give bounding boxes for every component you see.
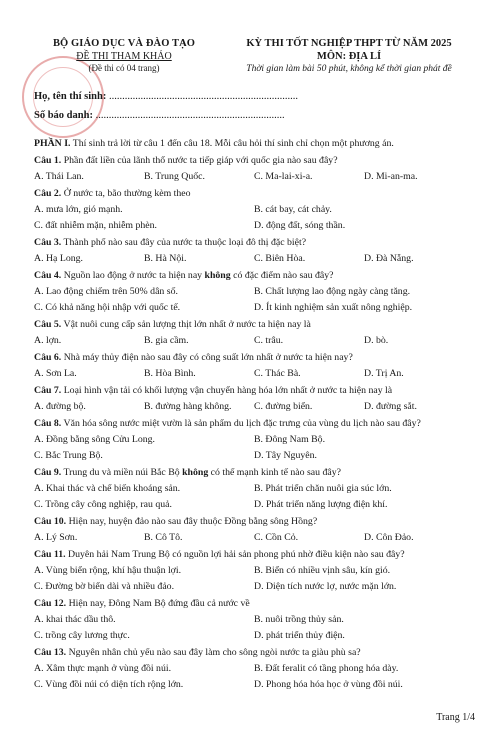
answer-option-c[interactable]: C. trồng cây lương thực. [34, 630, 130, 641]
question-text-emphasis: không [182, 467, 209, 478]
answer-option-a[interactable]: A. đường bộ. [34, 401, 86, 412]
header-right [218, 38, 480, 74]
question-text-end: có thế mạnh kinh tế nào sau đây? [208, 467, 341, 478]
answer-option-a[interactable]: A. Xâm thực mạnh ở vùng đồi núi. [34, 663, 172, 674]
candidate-name-line [34, 91, 298, 102]
answer-option-a[interactable]: A. khai thác dầu thô. [34, 614, 116, 625]
question-number: Câu 7. [34, 385, 62, 396]
question-number: Câu 10. [34, 516, 67, 527]
answer-options [34, 613, 474, 642]
answer-option-c[interactable]: C. Ma-lai-xi-a. [254, 171, 313, 182]
answer-option-d[interactable]: D. Phong hóa hóa học ở vùng đồi núi. [254, 679, 403, 690]
answer-option-b[interactable]: B. Biển có nhiều vịnh sâu, kín gió. [254, 565, 391, 576]
question-8 [34, 417, 474, 462]
question-text-end: có đặc điểm nào sau đây? [230, 270, 334, 281]
question-12 [34, 597, 474, 642]
answer-options [34, 531, 474, 544]
question-stem [34, 466, 474, 479]
answer-options [34, 564, 474, 593]
answer-option-b[interactable]: B. gia cầm. [144, 335, 189, 346]
answer-option-a[interactable]: A. Thái Lan. [34, 171, 84, 182]
answer-option-b[interactable]: B. đường hàng không. [144, 401, 232, 412]
answer-option-d[interactable]: D. phát triển thủy điện. [254, 630, 345, 641]
answer-option-a[interactable]: A. Khai thác và chế biến khoáng sản. [34, 483, 181, 494]
question-number: Câu 11. [34, 549, 66, 560]
question-number: Câu 4. [34, 270, 62, 281]
question-text: Phần đất liền của lãnh thổ nước ta tiếp giáp với quốc gia nào sau đây? [63, 155, 338, 166]
question-stem [34, 548, 474, 561]
part-title: PHẦN I. [34, 138, 71, 149]
question-2 [34, 187, 474, 232]
question-number: Câu 5. [34, 319, 62, 330]
question-stem [34, 417, 474, 430]
question-text-start: Trung du và miền núi Bắc Bộ [63, 467, 183, 478]
answer-option-c[interactable]: C. đường biển. [254, 401, 313, 412]
pages-note: (Đề thi có 04 trang) [88, 63, 160, 73]
answer-option-a[interactable]: A. Đồng bằng sông Cửu Long. [34, 434, 155, 445]
answer-options [34, 203, 474, 232]
question-text: Nguyên nhân chủ yếu nào sau đây làm cho sông ngòi nước ta giàu phù sa? [68, 647, 361, 658]
question-number: Câu 8. [34, 418, 62, 429]
page-number: Trang 1/4 [436, 712, 475, 723]
answer-option-d[interactable]: D. Ít kinh nghiệm sản xuất nông nghiệp. [254, 302, 413, 313]
answer-option-a[interactable]: A. Lý Sơn. [34, 532, 78, 543]
question-text: Loại hình vận tải có khối lượng vận chuyển hàng hóa lớn nhất ở nước ta hiện nay là [63, 385, 393, 396]
answer-option-c[interactable]: C. Biên Hòa. [254, 253, 306, 264]
question-13 [34, 646, 474, 691]
answer-option-c[interactable]: C. trâu. [254, 335, 284, 346]
question-stem [34, 187, 474, 200]
answer-option-d[interactable]: D. Đà Nẵng. [364, 253, 414, 264]
exam-subtitle: ĐỀ THI THAM KHẢO [76, 51, 172, 62]
answer-option-c[interactable]: C. Trồng cây công nghiệp, rau quả. [34, 499, 172, 510]
answer-option-a[interactable]: A. Lao động chiếm trên 50% dân số. [34, 286, 178, 297]
question-text-start: Nguồn lao động ở nước ta hiện nay [63, 270, 205, 281]
answer-option-c[interactable]: C. Có khả năng hội nhập với quốc tế. [34, 302, 181, 313]
question-7 [34, 384, 474, 413]
answer-option-c[interactable]: C. Thác Bà. [254, 368, 301, 379]
answer-option-b[interactable]: B. Phát triển chăn nuôi gia súc lớn. [254, 483, 392, 494]
question-number: Câu 12. [34, 598, 67, 609]
answer-option-d[interactable]: D. bò. [364, 335, 389, 346]
answer-options [34, 482, 474, 511]
question-stem [34, 269, 474, 282]
answer-option-d[interactable]: D. Côn Đảo. [364, 532, 414, 543]
question-text-emphasis: không [204, 270, 231, 281]
question-3 [34, 236, 474, 265]
question-text: Vật nuôi cung cấp sản lượng thịt lớn nhất ở nước ta hiện nay là [63, 319, 311, 330]
questions-section [34, 137, 474, 695]
question-number: Câu 9. [34, 467, 62, 478]
answer-option-b[interactable]: B. nuôi trồng thủy sản. [254, 614, 344, 625]
question-list [34, 154, 474, 691]
answer-option-d[interactable]: D. Phát triển năng lượng điện khí. [254, 499, 388, 510]
answer-options [34, 334, 474, 347]
answer-option-c[interactable]: C. Bắc Trung Bộ. [34, 450, 103, 461]
answer-option-c[interactable]: C. Vùng đồi núi có diện tích rộng lớn. [34, 679, 184, 690]
question-stem [34, 154, 474, 167]
question-stem [34, 351, 474, 364]
candidate-name-label: Họ, tên thí sinh: [34, 91, 107, 102]
answer-option-b[interactable]: B. Đông Nam Bộ. [254, 434, 326, 445]
answer-option-d[interactable]: D. Trị An. [364, 368, 404, 379]
question-number: Câu 3. [34, 237, 62, 248]
answer-option-c[interactable]: C. Đường bờ biển dài và nhiều đảo. [34, 581, 175, 592]
answer-option-d[interactable]: D. Diện tích nước lợ, nước mặn lớn. [254, 581, 397, 592]
question-text: Hiện nay, huyện đảo nào sau đây thuộc Đồng bằng sông Hồng? [68, 516, 318, 527]
candidate-id-dots: ........................................................................ [95, 110, 285, 121]
question-5 [34, 318, 474, 347]
answer-option-b[interactable]: B. Cô Tô. [144, 532, 183, 543]
question-stem [34, 515, 474, 528]
time-note: Thời gian làm bài 50 phút, không kể thời gian phát đề [246, 64, 452, 74]
answer-option-b[interactable]: B. Hòa Bình. [144, 368, 196, 379]
candidate-id-label: Số báo danh: [34, 110, 93, 121]
part-instruction: Thí sinh trả lời từ câu 1 đến câu 18. Mỗi câu hỏi thí sinh chỉ chọn một phương án. [72, 138, 394, 149]
question-text: Duyên hải Nam Trung Bộ có nguồn lợi hải sản phong phú nhờ điều kiện nào sau đây? [68, 549, 405, 560]
answer-option-b[interactable]: B. Hà Nội. [144, 253, 187, 264]
question-1 [34, 154, 474, 183]
answer-option-d[interactable]: D. Mi-an-ma. [364, 171, 418, 182]
question-11 [34, 548, 474, 593]
header-left [24, 38, 224, 73]
answer-options [34, 252, 474, 265]
question-6 [34, 351, 474, 380]
answer-option-a[interactable]: A. Hạ Long. [34, 253, 83, 264]
answer-option-d[interactable]: D. động đất, sóng thần. [254, 220, 346, 231]
question-text: Văn hóa sông nước miệt vườn là sản phẩm du lịch đặc trưng của vùng du lịch nào sau đây? [63, 418, 421, 429]
question-9 [34, 466, 474, 511]
question-text: Thành phố nào sau đây của nước ta thuộc loại đô thị đặc biệt? [63, 237, 307, 248]
candidate-id-line [34, 110, 285, 121]
question-stem [34, 646, 474, 659]
answer-option-b[interactable]: B. Đất feralit có tầng phong hóa dày. [254, 663, 399, 674]
answer-options [34, 400, 474, 413]
question-number: Câu 2. [34, 188, 62, 199]
answer-option-a[interactable]: A. lợn. [34, 335, 62, 346]
answer-option-c[interactable]: C. Cồn Cỏ. [254, 532, 299, 543]
answer-option-d[interactable]: D. đường sắt. [364, 401, 417, 412]
answer-option-a[interactable]: A. Vùng biển rộng, khí hậu thuận lợi. [34, 565, 182, 576]
exam-title: KỲ THI TỐT NGHIỆP THPT TỪ NĂM 2025 [246, 38, 452, 49]
answer-option-a[interactable]: A. mưa lớn, gió mạnh. [34, 204, 123, 215]
question-stem [34, 597, 474, 610]
answer-options [34, 433, 474, 462]
part-heading [34, 137, 474, 150]
answer-option-a[interactable]: A. Sơn La. [34, 368, 77, 379]
ministry-name: BỘ GIÁO DỤC VÀ ĐÀO TẠO [52, 38, 196, 49]
question-text: Hiện nay, Đông Nam Bộ đứng đầu cả nước về [68, 598, 250, 609]
question-stem [34, 318, 474, 331]
answer-options [34, 170, 474, 183]
question-10 [34, 515, 474, 544]
question-number: Câu 13. [34, 647, 67, 658]
question-stem [34, 236, 474, 249]
answer-options [34, 662, 474, 691]
answer-option-d[interactable]: D. Tây Nguyên. [254, 450, 317, 461]
question-text: Ở nước ta, bão thường kèm theo [63, 188, 191, 199]
answer-options [34, 367, 474, 380]
subject-title: MÔN: ĐỊA LÍ [316, 51, 382, 62]
question-text: Nhà máy thủy điện nào sau đây có công suất lớn nhất ở nước ta hiện nay? [63, 352, 353, 363]
question-4 [34, 269, 474, 314]
question-number: Câu 6. [34, 352, 62, 363]
answer-option-b[interactable]: B. cát bay, cát chảy. [254, 204, 332, 215]
answer-option-c[interactable]: C. đất nhiễm mặn, nhiễm phèn. [34, 220, 157, 231]
question-number: Câu 1. [34, 155, 62, 166]
candidate-name-dots: ........................................................................ [108, 91, 298, 102]
question-stem [34, 384, 474, 397]
answer-option-b[interactable]: B. Trung Quốc. [144, 171, 205, 182]
answer-options [34, 285, 474, 314]
answer-option-b[interactable]: B. Chất lượng lao động ngày càng tăng. [254, 286, 411, 297]
